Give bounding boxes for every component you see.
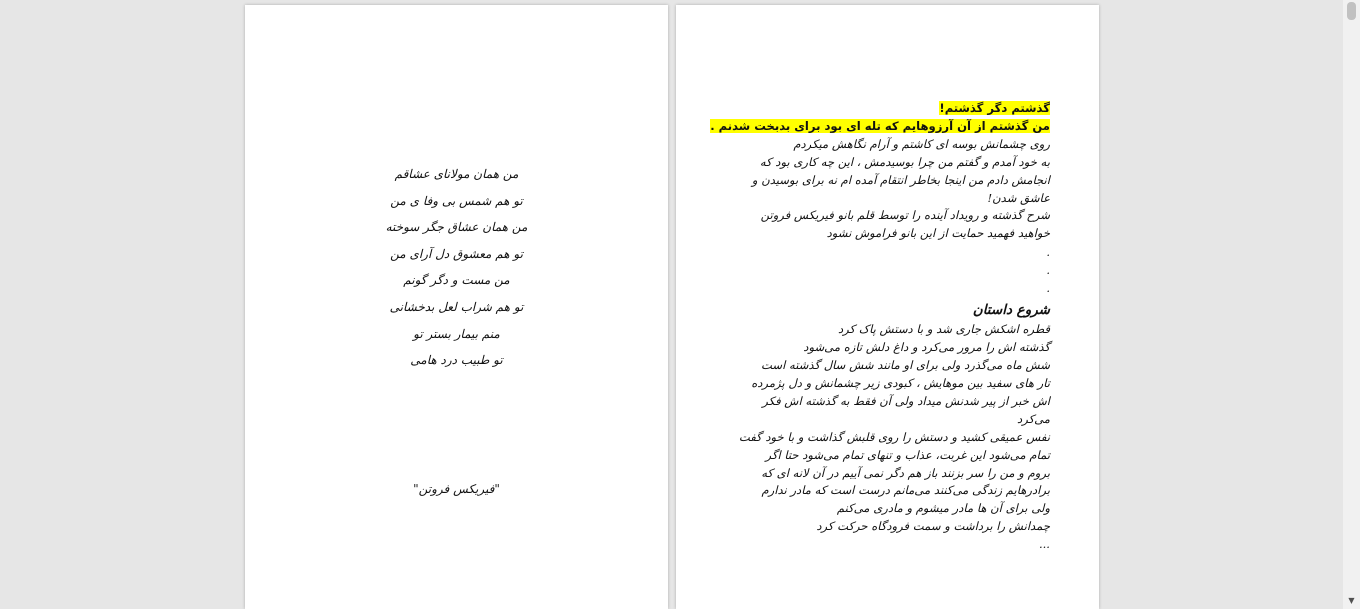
poem	[245, 161, 668, 374]
story-line: اش خبر از پیر شدنش میداد ولی آن فقط به گذشته اش فکر	[762, 393, 1050, 408]
scroll-down-arrow-icon[interactable]: ▼	[1348, 596, 1355, 605]
story-line: بروم و من را سر بزنند باز هم دگر نمی آییم در آن لانه ای که	[761, 465, 1050, 480]
story-line: تمام می‌شود این غربت، عذاب و تنهای تمام می‌شود حتا اگر	[765, 447, 1050, 462]
poem-line: من همان عشاق جگر سوخته	[385, 220, 528, 235]
intro-line: روی چشمانش بوسه ای کاشتم و آرام نگاهش میکردم	[793, 136, 1050, 151]
story-heading: شروع داستان	[972, 302, 1050, 319]
story-line: گذشته اش را مرور می‌کرد و داغ دلش تازه می‌شود	[803, 340, 1050, 355]
document-page-right	[676, 5, 1099, 609]
story-line: برادرهایم زندگی می‌کنند می‌مانم درست است که مادر ندارم	[761, 483, 1050, 498]
vertical-scrollbar[interactable]	[1343, 0, 1360, 609]
intro-line: به خود آمدم و گفتم من چرا بوسیدمش ، این چه کاری بود که	[759, 154, 1050, 169]
separator-dot: .	[1046, 281, 1050, 296]
poem-line: تو هم شراب لعل بدخشانی	[389, 299, 524, 314]
poem-line: تو هم شمس بی وفا ی من	[390, 193, 523, 208]
poem-line: من همان مولانای عشاقم	[394, 167, 519, 181]
story-line: نفس عمیقی کشید و دستش را روی قلبش گذاشت و با خود گفت	[738, 429, 1050, 444]
separator-dot: .	[1046, 245, 1050, 260]
poem-line: تو طبیب درد هامی	[410, 353, 503, 368]
story-line: قطره اشکش جاری شد و با دستش پاک کرد	[837, 322, 1050, 337]
document-page-left	[245, 5, 668, 609]
story-line: ...	[1038, 537, 1050, 552]
highlight-line	[710, 118, 1050, 136]
highlighted-text: من گذشتم از آن آرزوهایم که تله ای بود برای بدبخت شدنم .	[710, 118, 1050, 133]
intro-line: خواهید فهمید حمایت از این بانو فراموش نشود	[826, 226, 1050, 241]
story-line: چمدانش را برداشت و سمت فرودگاه حرکت کرد	[816, 519, 1050, 534]
story-line: تار های سفید بین موهایش ، کبودی زیر چشمانش و دل پژمرده	[751, 375, 1050, 390]
scrollbar-thumb[interactable]	[1347, 2, 1356, 20]
author-signature: "فیریکس فروتن"	[413, 482, 500, 496]
intro-line: انجامش دادم من اینجا بخاطر انتقام آمده ام نه برای بوسیدن و	[751, 172, 1050, 187]
poem-line: من مست و دگر گونم	[403, 273, 510, 288]
story-line: ولی برای آن ها مادر میشوم و مادری می‌کنم	[836, 501, 1050, 516]
highlighted-text: گذشتم دگر گذشتم!	[939, 101, 1050, 115]
story-line: شش ماه می‌گذرد ولی برای او مانند شش سال گذشته است	[760, 358, 1050, 373]
intro-line: عاشق شدن!	[987, 190, 1050, 205]
poem-line: تو هم معشوق دل آرای من	[390, 246, 523, 261]
highlight-line	[720, 100, 1050, 118]
separator-dot: .	[1046, 263, 1050, 278]
story-text	[710, 100, 1050, 554]
intro-line: شرح گذشته و رویداد آینده را توسط قلم بانو فیریکس فروتن	[760, 208, 1050, 223]
poem-line: منم بیمار بستر تو	[413, 326, 500, 341]
story-line: می‌کرد	[1017, 411, 1050, 426]
